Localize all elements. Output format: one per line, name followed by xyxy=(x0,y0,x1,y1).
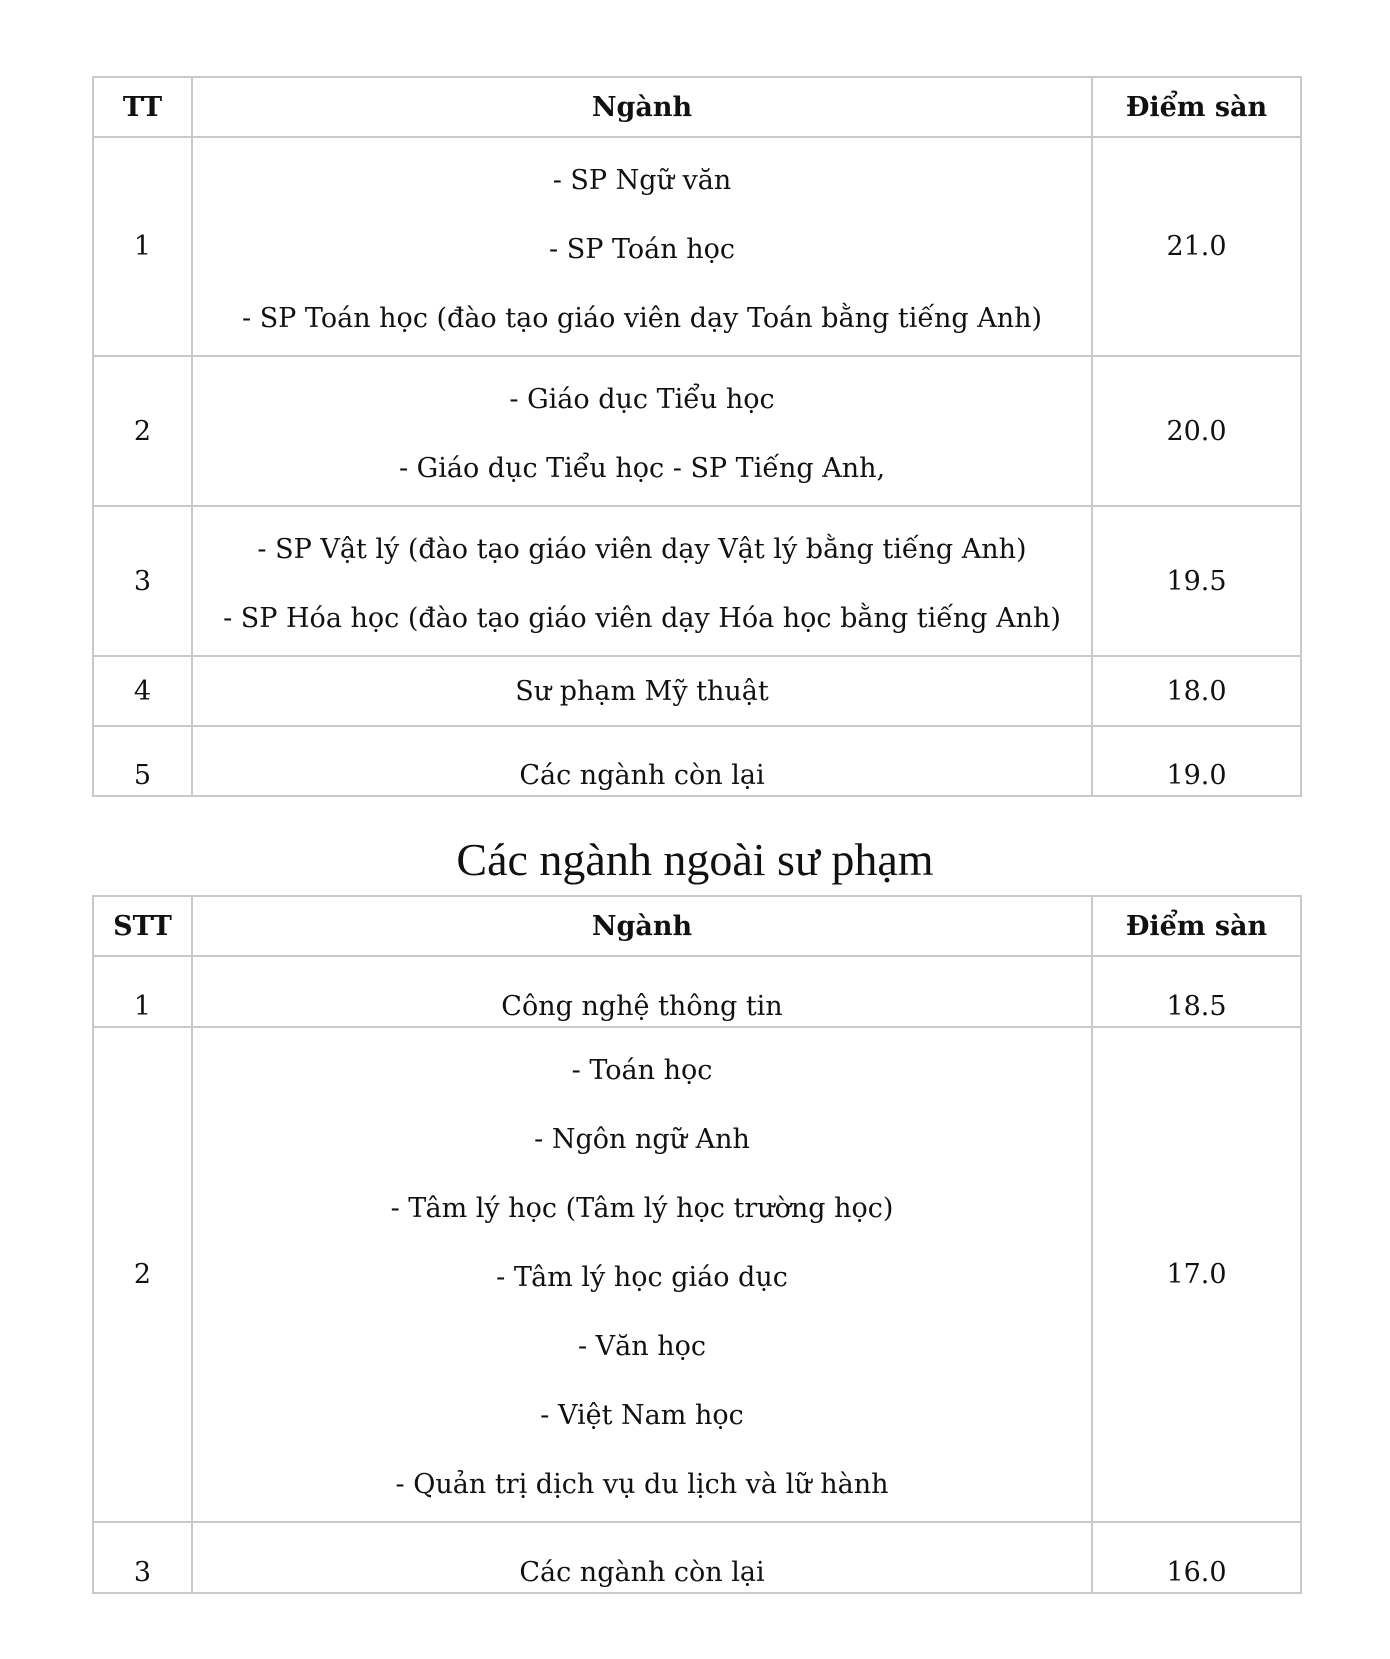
pedagogy-majors-table xyxy=(92,76,1302,797)
floor-score: 17.0 xyxy=(1092,1027,1301,1522)
major-item: - Toán học xyxy=(571,1055,713,1086)
header-score: Điểm sàn xyxy=(1092,896,1301,956)
major-item: Công nghệ thông tin xyxy=(192,956,1092,1027)
header-stt: STT xyxy=(93,896,192,956)
row-number: 4 xyxy=(93,656,192,726)
header-major: Ngành xyxy=(192,896,1092,956)
header-score: Điểm sàn xyxy=(1092,77,1301,137)
table-row xyxy=(93,656,1301,726)
non-pedagogy-majors-table xyxy=(92,895,1302,1594)
floor-score: 18.5 xyxy=(1092,956,1301,1027)
major-item: - SP Toán học (đào tạo giáo viên dạy Toán bằng tiếng Anh) xyxy=(241,303,1043,334)
row-number: 1 xyxy=(93,137,192,356)
major-item: Sư phạm Mỹ thuật xyxy=(192,656,1092,726)
major-item: - SP Hóa học (đào tạo giáo viên dạy Hóa học bằng tiếng Anh) xyxy=(223,603,1061,634)
table-row xyxy=(93,1027,1301,1522)
table-header-row xyxy=(93,896,1301,956)
major-item: - SP Vật lý (đào tạo giáo viên dạy Vật lý bằng tiếng Anh) xyxy=(257,534,1027,565)
row-number: 3 xyxy=(93,506,192,656)
row-number: 2 xyxy=(93,356,192,506)
floor-score: 19.5 xyxy=(1092,506,1301,656)
major-list xyxy=(192,506,1092,656)
floor-score: 19.0 xyxy=(1092,726,1301,796)
major-item: - Giáo dục Tiểu học xyxy=(509,384,775,415)
table-row xyxy=(93,956,1301,1027)
major-item: Các ngành còn lại xyxy=(192,726,1092,796)
table-row xyxy=(93,137,1301,356)
major-item: - Tâm lý học giáo dục xyxy=(496,1262,788,1293)
section-heading: Các ngành ngoài sư phạm xyxy=(456,834,934,885)
major-item: - Quản trị dịch vụ du lịch và lữ hành xyxy=(395,1469,889,1500)
major-list xyxy=(192,356,1092,506)
major-list xyxy=(192,137,1092,356)
floor-score: 16.0 xyxy=(1092,1522,1301,1593)
major-item: - Việt Nam học xyxy=(540,1400,744,1431)
table-row xyxy=(93,356,1301,506)
major-item: - Văn học xyxy=(577,1331,707,1362)
major-item: - Tâm lý học (Tâm lý học trường học) xyxy=(390,1193,894,1224)
header-major: Ngành xyxy=(192,77,1092,137)
table-row xyxy=(93,726,1301,796)
row-number: 5 xyxy=(93,726,192,796)
floor-score: 21.0 xyxy=(1092,137,1301,356)
header-tt: TT xyxy=(93,77,192,137)
major-item: - SP Toán học xyxy=(549,234,735,265)
row-number: 2 xyxy=(93,1027,192,1522)
table-header-row xyxy=(93,77,1301,137)
table-row xyxy=(93,506,1301,656)
table-row xyxy=(93,1522,1301,1593)
major-item: - SP Ngữ văn xyxy=(552,165,732,196)
major-item: - Giáo dục Tiểu học - SP Tiếng Anh, xyxy=(398,453,886,484)
row-number: 3 xyxy=(93,1522,192,1593)
major-item: Các ngành còn lại xyxy=(192,1522,1092,1593)
row-number: 1 xyxy=(93,956,192,1027)
major-item: - Ngôn ngữ Anh xyxy=(534,1124,750,1155)
floor-score: 20.0 xyxy=(1092,356,1301,506)
floor-score: 18.0 xyxy=(1092,656,1301,726)
major-list xyxy=(192,1027,1092,1522)
